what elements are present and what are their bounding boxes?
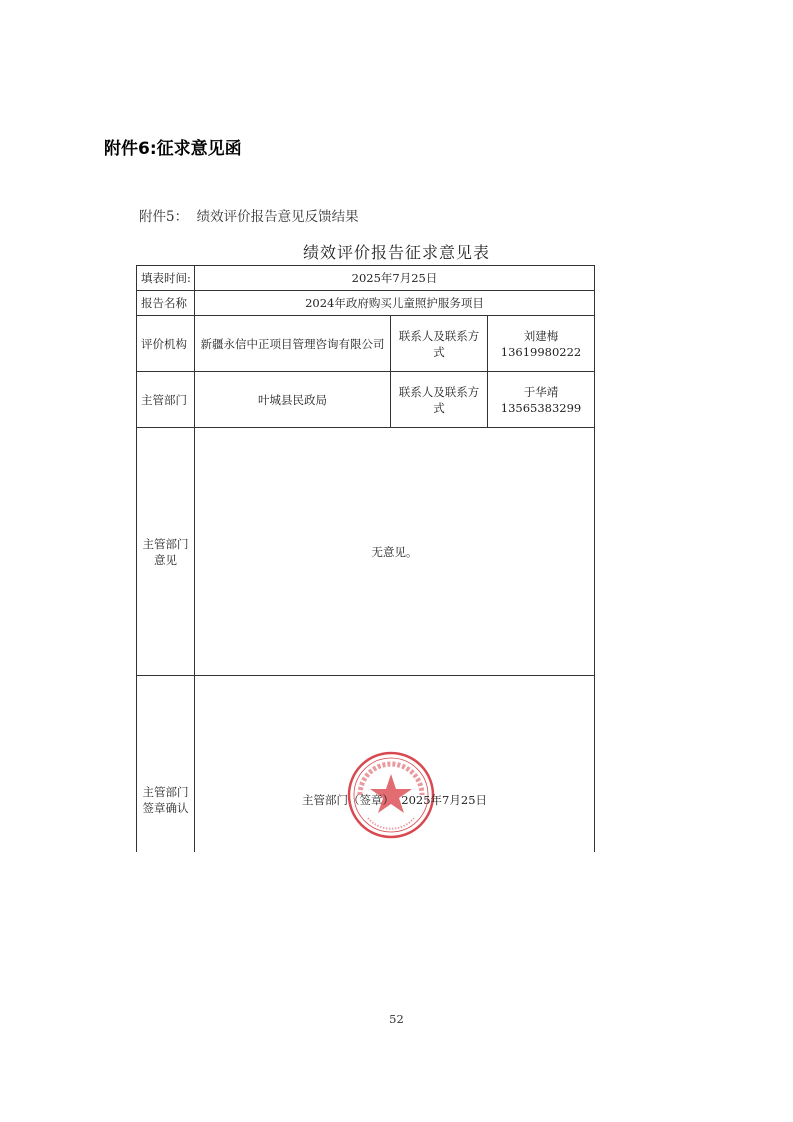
signature-cell <box>195 676 595 853</box>
fill-time-row <box>137 266 595 291</box>
opinion-value: 无意见。 <box>195 428 595 676</box>
report-name-row <box>137 291 595 316</box>
dept-contact-label: 联系人及联系方式 <box>391 372 488 428</box>
dept-value: 叶城县民政局 <box>195 372 391 428</box>
annex-line: 附件5： 绩效评价报告意见反馈结果 <box>139 209 359 225</box>
signature-label-line-1: 主管部门 <box>142 785 189 799</box>
opinion-label-line-2: 意见 <box>154 552 177 567</box>
fill-time-label: 填表时间: <box>137 266 195 291</box>
opinion-label-line-1: 主管部门 <box>142 536 189 551</box>
signature-label-line-2: 签章确认 <box>142 801 189 815</box>
evaluator-label: 评价机构 <box>137 316 195 372</box>
attachment-heading: 附件6:征求意见函 <box>104 139 242 159</box>
evaluator-contact-label: 联系人及联系方式 <box>391 316 488 372</box>
opinion-row <box>137 428 595 676</box>
signature-label <box>137 676 195 853</box>
fill-time-value: 2025年7月25日 <box>195 266 595 291</box>
dept-row <box>137 372 595 428</box>
evaluator-value: 新疆永信中正项目管理咨询有限公司 <box>195 316 391 372</box>
opinion-label <box>137 428 195 676</box>
signature-text: 主管部门（签章） 2025年7月25日 <box>301 793 488 807</box>
evaluator-contact-cell <box>488 316 595 372</box>
form-title: 绩效评价报告征求意见表 <box>302 243 490 262</box>
evaluator-contact-name: 刘建梅 <box>523 328 559 343</box>
report-name-label: 报告名称 <box>137 291 195 316</box>
evaluator-row <box>137 316 595 372</box>
page-number: 52 <box>389 1012 404 1026</box>
dept-contact-value: 于华靖13565383299 <box>488 372 595 428</box>
signature-row <box>137 676 595 853</box>
report-name-value: 2024年政府购买儿童照护服务项目 <box>195 291 595 316</box>
evaluator-contact-phone: 13619980222 <box>500 344 582 359</box>
dept-label: 主管部门 <box>137 372 195 428</box>
feedback-form-table <box>136 265 595 852</box>
